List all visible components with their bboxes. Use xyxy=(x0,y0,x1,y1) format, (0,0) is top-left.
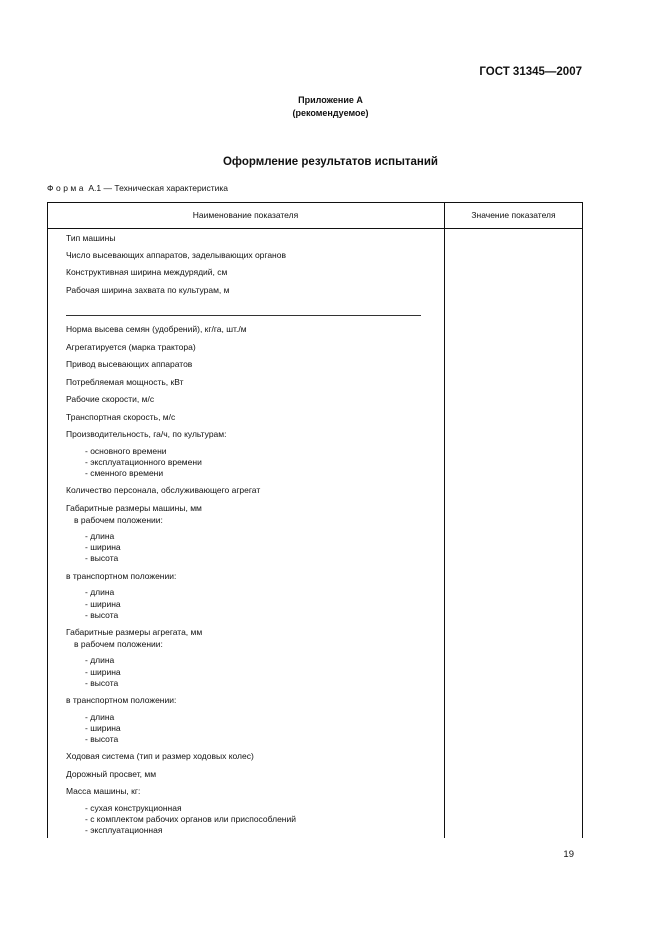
table-row: в рабочем положении: xyxy=(74,515,163,525)
blank-fill-line xyxy=(66,315,421,316)
section-title: Оформление результатов испытаний xyxy=(222,156,439,168)
list-item: - ширина xyxy=(85,723,121,733)
list-item: - длина xyxy=(85,655,115,665)
list-item: - эксплуатационная xyxy=(85,825,163,835)
table-row: Привод высевающих аппаратов xyxy=(66,359,193,369)
table-row: в транспортном положении: xyxy=(66,695,177,705)
table-row: Ходовая система (тип и размер ходовых колес) xyxy=(66,751,254,761)
form-label: Форма xyxy=(47,183,86,193)
table-row: Конструктивная ширина междурядий, см xyxy=(66,267,228,277)
table-row: в рабочем положении: xyxy=(74,639,163,649)
list-item: - длина xyxy=(85,712,115,722)
table-row: Тип машины xyxy=(66,233,116,243)
standard-number: ГОСТ 31345—2007 xyxy=(479,66,582,78)
list-item: - длина xyxy=(85,531,115,541)
list-item: - основного времени xyxy=(85,446,167,456)
characteristics-table xyxy=(47,202,583,838)
table-top-border xyxy=(47,202,583,203)
table-row: Рабочая ширина захвата по культурам, м xyxy=(66,285,230,295)
table-row: в транспортном положении: xyxy=(66,571,177,581)
table-row: Норма высева семян (удобрений), кг/га, шт./м xyxy=(66,324,247,334)
table-header-border xyxy=(47,228,583,229)
list-item: - высота xyxy=(85,734,119,744)
list-item: - высота xyxy=(85,678,119,688)
column-header-value: Значение показателя xyxy=(471,210,556,220)
table-row: Дорожный просвет, мм xyxy=(66,769,157,779)
table-column-divider xyxy=(444,202,445,838)
list-item: - сухая конструкционная xyxy=(85,803,182,813)
table-row: Агрегатируется (марка трактора) xyxy=(66,342,196,352)
list-item: - ширина xyxy=(85,667,121,677)
table-row: Рабочие скорости, м/с xyxy=(66,394,155,404)
page-number: 19 xyxy=(563,849,574,860)
table-row: Транспортная скорость, м/с xyxy=(66,412,176,422)
table-row: Количество персонала, обслуживающего агрегат xyxy=(66,485,261,495)
table-right-border xyxy=(582,202,583,838)
appendix-subtitle: (рекомендуемое) xyxy=(292,108,369,118)
table-row: Число высевающих аппаратов, заделывающих органов xyxy=(66,250,286,260)
table-row: Масса машины, кг: xyxy=(66,786,141,796)
table-row: Потребляемая мощность, кВт xyxy=(66,377,184,387)
list-item: - высота xyxy=(85,553,119,563)
table-left-border xyxy=(47,202,48,838)
list-item: - сменного времени xyxy=(85,468,164,478)
list-item: - длина xyxy=(85,587,115,597)
table-row: Габаритные размеры агрегата, мм xyxy=(66,627,203,637)
appendix-title: Приложение А xyxy=(298,95,363,105)
list-item: - ширина xyxy=(85,542,121,552)
list-item: - эксплуатационного времени xyxy=(85,457,202,467)
form-caption-text: — Техническая характеристика xyxy=(103,183,229,193)
form-caption xyxy=(47,183,228,193)
table-row: Габаритные размеры машины, мм xyxy=(66,503,202,513)
column-header-name: Наименование показателя xyxy=(192,210,299,220)
form-number: А.1 xyxy=(88,183,102,193)
table-row: Производительность, га/ч, по культурам: xyxy=(66,429,227,439)
list-item: - с комплектом рабочих органов или приспособлений xyxy=(85,814,296,824)
list-item: - ширина xyxy=(85,599,121,609)
list-item: - высота xyxy=(85,610,119,620)
